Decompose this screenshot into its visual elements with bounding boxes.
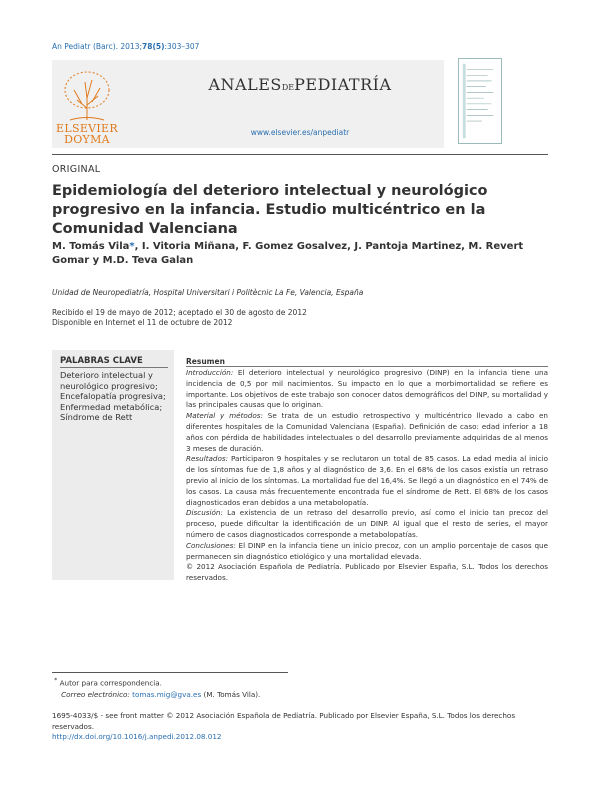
abstract-discussion: Discusión: La existencia de un retraso del desarrollo previo, así como el inicio tan precoz del proceso, puede dificultar la identificación de un DINP. Al igual que el resto de series, el mayor número de casos diagnosticados corresponde a metabolopatías.	[186, 508, 548, 539]
abstract-copyright: © 2012 Asociación Española de Pediatría. Publicado por Elsevier España, S.L. Todos los derechos reservados.	[186, 562, 548, 583]
author-affiliation: Unidad de Neuropediatría, Hospital Universitari i Politècnic La Fe, Valencia, España	[52, 288, 364, 297]
footnote-divider	[52, 672, 288, 673]
article-dates	[52, 308, 307, 328]
keyword-item: Deterioro intelectual y neurológico progresivo;	[60, 370, 158, 391]
publisher-name-1: ELSEVIER	[56, 122, 118, 135]
corresponding-author-mark[interactable]: *	[129, 241, 135, 252]
journal-name: ANALESDEPEDIATRÍA	[208, 75, 392, 94]
issn-line: 1695-4033/$ - see front matter © 2012 Asociación Española de Pediatría. Publicado por Elsevier España, S.L. Todos los derechos reservados.	[52, 711, 516, 731]
online-date: Disponible en Internet el 11 de octubre de 2012	[52, 318, 233, 327]
abstract-methods: Material y métodos: Se trata de un estudio retrospectivo y multicéntrico llevado a cabo en diferentes hospitales de la Comunidad Valenciana (España). Definición de caso: edad inferior a 18 años con pérdida de habilidades intelectuales o del desarrollo previamente adquiridas de al menos 3 meses de duración.	[186, 411, 548, 453]
article-section: ORIGINAL	[52, 164, 101, 175]
keywords-title: PALABRAS CLAVE	[60, 356, 143, 366]
author-email-link[interactable]: tomas.mig@gva.es	[132, 690, 202, 700]
abstract-introduction: Introducción: El deterioro intelectual y neurológico progresivo (DINP) en la infancia tiene una incidencia de 0,5 por mil nacimientos. Su impacto en lo que a morbimortalidad se refiere es importante. Los objetivos de este trabajo son conocer datos demográficos del DINP, su mortalidad y las principales causas que lo originan.	[186, 368, 548, 410]
publisher-name-2: DOYMA	[64, 133, 110, 146]
article-authors: M. Tomás Vila*, I. Vitoria Miñana, F. Gomez Gosalvez, J. Pantoja Martinez, M. Revert Gomar y M.D. Teva Galan	[52, 241, 524, 266]
abstract-heading: Resumen	[186, 357, 225, 366]
keyword-item: Encefalopatía progresiva;	[60, 391, 166, 402]
publisher-logo-text	[52, 123, 122, 145]
doi-link[interactable]: http://dx.doi.org/10.1016/j.anpedi.2012.08.012	[52, 732, 222, 741]
footnote	[52, 675, 260, 701]
abstract-body	[186, 368, 548, 584]
page-footer	[52, 711, 552, 743]
header-divider	[52, 154, 548, 155]
received-date: Recibido el 19 de mayo de 2012; aceptado el 30 de agosto de 2012	[52, 308, 307, 317]
abstract-conclusions: Conclusiones: El DINP en la infancia tiene un inicio precoz, con un amplio porcentaje de casos que permanecen sin diagnóstico etiológico y una mortalidad elevada.	[186, 540, 548, 561]
article-title: Epidemiología del deterioro intelectual y neurológico progresivo en la infancia. Estudio multicéntrico en la Comunidad Valenciana	[52, 183, 488, 237]
corresponding-note: * Autor para correspondencia.	[54, 677, 162, 688]
journal-url-link[interactable]: www.elsevier.es/anpediatr	[250, 128, 350, 137]
keywords-list	[60, 370, 170, 423]
keyword-item: Síndrome de Rett	[60, 412, 133, 423]
keywords-divider	[60, 367, 168, 368]
keyword-item: Enfermedad metabólica;	[60, 401, 163, 412]
journal-citation: An Pediatr (Barc). 2013;78(5):303–307	[52, 42, 200, 51]
email-note: Correo electrónico: tomas.mig@gva.es (M. Tomás Vila).	[61, 690, 261, 700]
abstract-results: Resultados: Participaron 9 hospitales y se reclutaron un total de 85 casos. La edad media al inicio de los síntomas fue de 1,8 años y al diagnóstico de 3,6. En el 68% de los casos existía un retraso previo al inicio de los síntomas. La mortalidad fue del 16,4%. Se llegó a un diagnóstico en el 74% de los casos. La causa más frecuentemente encontrada fue el síndrome de Rett. El 68% de los casos diagnosticados eran debidos a una metabolopatía.	[186, 454, 548, 507]
abstract-divider	[186, 366, 548, 367]
journal-cover-thumbnail	[458, 58, 502, 144]
